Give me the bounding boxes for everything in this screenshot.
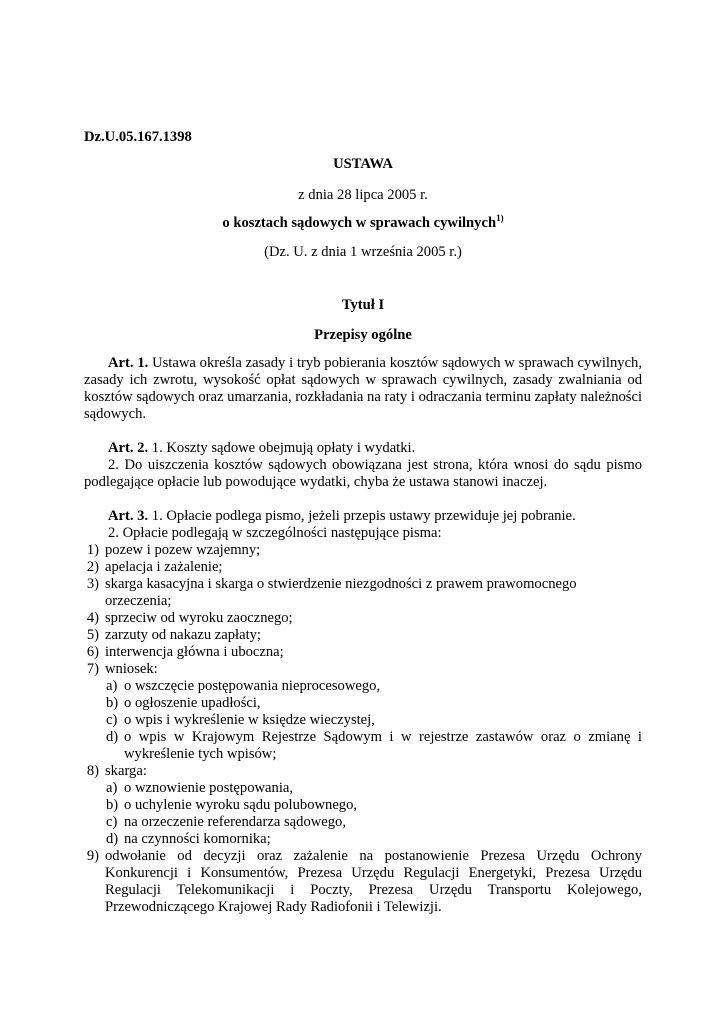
- article-2-par-2: 2. Do uiszczenia kosztów sądowych obowiązana jest strona, która wnosi do sądu pismo podlegające opłacie lub powodujące wydatki, chyba że ustawa stanowi inaczej.: [84, 457, 642, 490]
- list-item-text: apelacja i zażalenie;: [105, 559, 223, 575]
- sub-list-item: [84, 814, 642, 831]
- sub-list-item: [84, 695, 642, 712]
- sub-list-item-text: na czynności komornika;: [124, 831, 271, 847]
- article-2-par-1: [84, 440, 642, 457]
- list-item-number: 7): [86, 661, 99, 677]
- sub-list-item: [84, 780, 642, 797]
- list-item-number: 9): [86, 848, 99, 864]
- list-item: [84, 644, 642, 661]
- sub-list-item-letter: a): [106, 678, 118, 694]
- sub-list-item-text: na orzeczenie referendarza sądowego,: [124, 814, 346, 830]
- sub-list-item-letter: c): [106, 712, 118, 728]
- title-label: Tytuł I: [341, 297, 385, 313]
- sub-list-item-letter: b): [106, 797, 119, 813]
- title-name: Przepisy ogólne: [314, 327, 412, 343]
- sub-list-item-text: o wpis i wykreślenie w księdze wieczystej,: [124, 712, 375, 728]
- list-item-number: 1): [86, 542, 99, 558]
- article-1-label: Art. 1.: [108, 355, 149, 371]
- list-item-number: 3): [86, 576, 99, 592]
- list-item-text: interwencja główna i uboczna;: [105, 644, 284, 660]
- sub-list-item-letter: a): [106, 780, 118, 796]
- list-item-number: 4): [86, 610, 99, 626]
- list-item-text: zarzuty od nakazu zapłaty;: [105, 627, 261, 643]
- list-item-number: 2): [86, 559, 99, 575]
- list-item: [84, 848, 642, 916]
- publication-source: (Dz. U. z dnia 1 września 2005 r.): [264, 244, 462, 260]
- article-3: [84, 508, 642, 916]
- document-id: Dz.U.05.167.1398: [84, 129, 192, 145]
- sub-list-item: [84, 831, 642, 848]
- article-3-par-1-text: 1. Opłacie podlega pismo, jeżeli przepis ustawy przewiduje jej pobranie.: [148, 508, 576, 524]
- sub-list-item-letter: b): [106, 695, 119, 711]
- act-date: z dnia 28 lipca 2005 r.: [298, 187, 428, 203]
- article-3-par-1: [84, 508, 642, 525]
- sub-list-item: [84, 712, 642, 729]
- list-item: [84, 542, 642, 559]
- sub-list-item-text: o wpis w Krajowym Rejestrze Sądowym i w rejestrze zastawów oraz o zmianę i wykreślenie tych wpisów;: [124, 729, 642, 762]
- article-3-par-2: 2. Opłacie podlegają w szczególności następujące pisma:: [108, 525, 442, 541]
- list-item-number: 5): [86, 627, 99, 643]
- sub-list-item-text: o uchylenie wyroku sądu polubownego,: [124, 797, 358, 813]
- sub-list-item-letter: c): [106, 814, 118, 830]
- list-item-text: skarga:: [105, 763, 147, 779]
- list-item-number: 8): [86, 763, 99, 779]
- list-item: [84, 610, 642, 627]
- act-type: USTAWA: [333, 156, 393, 172]
- sub-list-item-text: o wznowienie postępowania,: [124, 780, 293, 796]
- sub-list-item: [84, 729, 642, 763]
- article-2-par-1-text: 1. Koszty sądowe obejmują opłaty i wydatki.: [148, 440, 416, 456]
- list-item-text: odwołanie od decyzji oraz zażalenie na postanowienie Prezesa Urzędu Ochrony Konkurencji i Konsumentów, Prezesa Urzędu Regulacji Energetyki, Prezesa Urzędu Regulacji Telekomunikacji i Poczty, Prezesa Urzędu Transportu Kolejowego, Przewodniczącego Krajowej Rady Radiofonii i Telewizji.: [105, 848, 642, 915]
- sub-list-item: [84, 678, 642, 695]
- list-item: [84, 763, 642, 780]
- article-2-label: Art. 2.: [108, 440, 149, 456]
- article-1-body: Ustawa określa zasady i tryb pobierania kosztów sądowych w sprawach cywilnych, zasady ich zwrotu, wysokość opłat sądowych w sprawach cywilnych, zasady zwalniania od kosztów sądowych oraz umarzania, rozkładania na raty i odraczania terminu zapłaty należności sądowych.: [84, 355, 642, 422]
- act-subject: [84, 215, 642, 232]
- list-item-text: wniosek:: [105, 661, 158, 677]
- list-item: [84, 559, 642, 576]
- list-item: [84, 576, 642, 610]
- footnote-marker: 1): [496, 213, 504, 223]
- sub-list-item-letter: d): [106, 831, 119, 847]
- sub-list-item: [84, 797, 642, 814]
- document-page: [84, 124, 642, 916]
- list-item-text: sprzeciw od wyroku zaocznego;: [105, 610, 293, 626]
- sub-list-item-text: o wszczęcie postępowania nieprocesowego,: [124, 678, 381, 694]
- list-item-text: pozew i pozew wzajemny;: [105, 542, 261, 558]
- article-3-label: Art. 3.: [108, 508, 149, 524]
- sub-list-item-letter: d): [106, 729, 119, 745]
- article-1-text: [84, 355, 642, 423]
- sub-list-item-text: o ogłoszenie upadłości,: [124, 695, 261, 711]
- list-item-text: skarga kasacyjna i skarga o stwierdzenie niezgodności z prawem prawomocnego orzeczenia;: [105, 576, 577, 609]
- article-1: [84, 355, 642, 423]
- list-item: [84, 661, 642, 678]
- article-2: [84, 440, 642, 491]
- act-subject-text: o kosztach sądowych w sprawach cywilnych: [222, 215, 497, 231]
- list-item: [84, 627, 642, 644]
- list-item-number: 6): [86, 644, 99, 660]
